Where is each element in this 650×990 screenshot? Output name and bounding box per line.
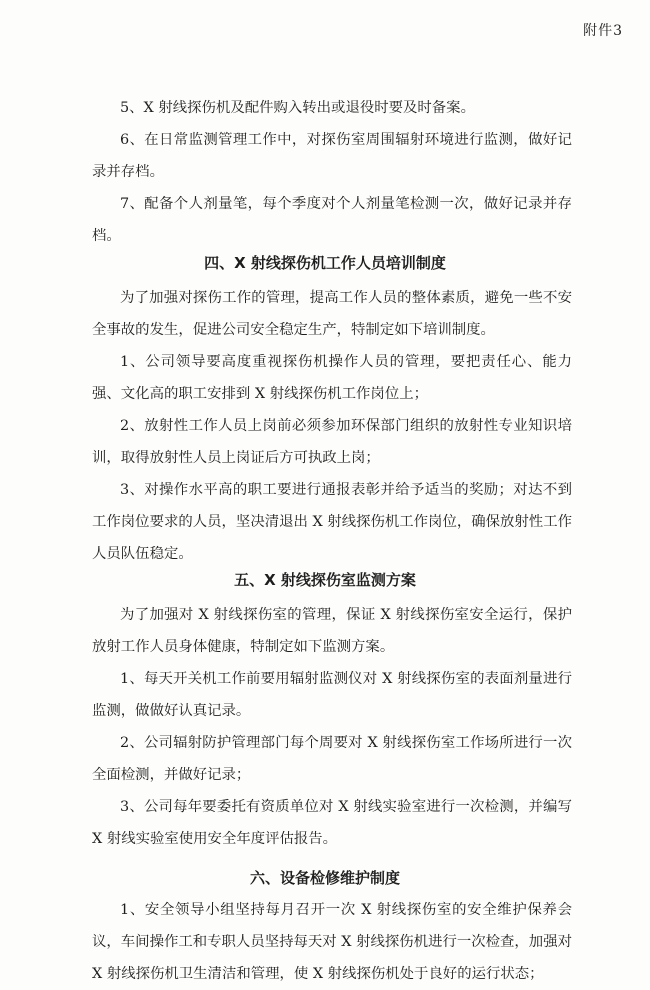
paragraph: 1、公司领导要高度重视探伤机操作人员的管理，要把责任心、能力强、文化高的职工安排到 X 射线探伤机工作岗位上； <box>92 354 572 402</box>
paragraph: 6、在日常监测管理工作中，对探伤室周围辐射环境进行监测，做好记录并存档。 <box>92 132 572 180</box>
attachment-label: 附件3 <box>583 23 623 39</box>
paragraph: 2、公司辐射防护管理部门每个周要对 X 射线探伤室工作场所进行一次全面检测，并做好记录； <box>92 735 572 783</box>
paragraph: 7、配备个人剂量笔，每个季度对个人剂量笔检测一次，做好记录并存档。 <box>92 196 572 244</box>
section-heading: 五、X 射线探伤室监测方案 <box>234 571 416 589</box>
paragraph: 1、每天开关机工作前要用辐射监测仪对 X 射线探伤室的表面剂量进行监测，做做好认真记录。 <box>92 671 572 719</box>
paragraph: 1、安全领导小组坚持每月召开一次 X 射线探伤室的安全维护保养会议，车间操作工和专职人员坚持每天对 X 射线探伤机进行一次检查，加强对 X 射线探伤机卫生清洁和管理，使 X 射线探伤机处于良好的运行状态； <box>92 902 572 982</box>
paragraph: 5、X 射线探伤机及配件购入转出或退役时要及时备案。 <box>120 100 475 116</box>
paragraph: 3、公司每年要委托有资质单位对 X 射线实验室进行一次检测，并编写 X 射线实验室使用安全年度评估报告。 <box>92 799 572 847</box>
section-heading: 六、设备检修维护制度 <box>249 869 400 887</box>
paragraph: 2、放射性工作人员上岗前必须参加环保部门组织的放射性专业知识培训，取得放射性人员上岗证后方可执政上岗； <box>92 418 572 466</box>
paragraph: 为了加强对探伤工作的管理，提高工作人员的整体素质，避免一些不安全事故的发生，促进公司安全稳定生产，特制定如下培训制度。 <box>92 290 572 338</box>
section-heading: 四、X 射线探伤机工作人员培训制度 <box>204 254 446 272</box>
paragraph: 3、对操作水平高的职工要进行通报表彰并给予适当的奖励；对达不到工作岗位要求的人员，坚决清退出 X 射线探伤机工作岗位，确保放射性工作人员队伍稳定。 <box>92 482 572 562</box>
paragraph: 为了加强对 X 射线探伤室的管理，保证 X 射线探伤室安全运行，保护放射工作人员身体健康，特制定如下监测方案。 <box>92 607 572 655</box>
